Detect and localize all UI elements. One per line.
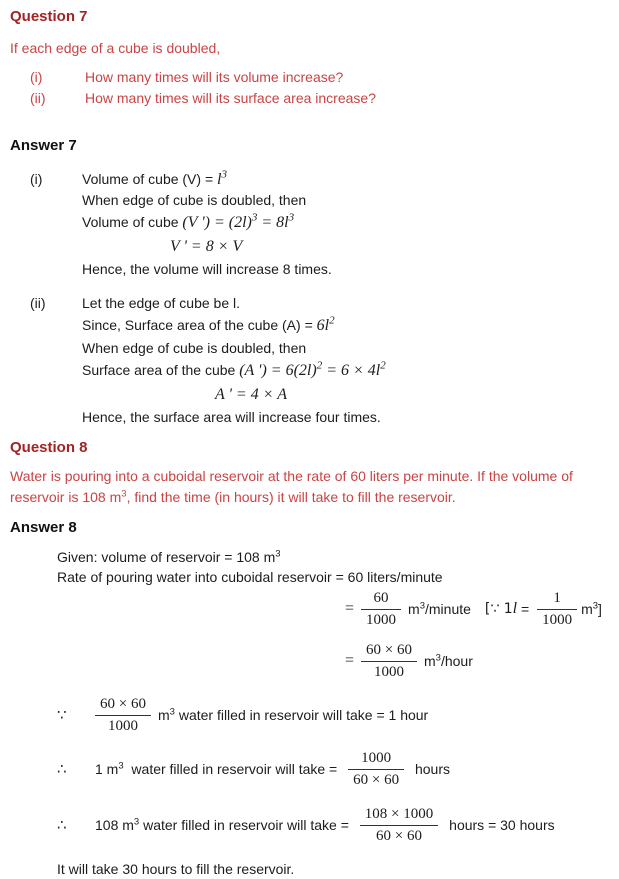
line-text: 108 m [95, 817, 134, 833]
superscript: 3 [592, 600, 599, 612]
unit-base: m [408, 601, 420, 617]
math-exponent: 2 [329, 314, 335, 327]
denominator: 60 × 60 [376, 827, 423, 844]
part-marker: (ii) [30, 295, 46, 311]
math-part: (A ') = 6(2l) [239, 362, 317, 379]
statement-because [0, 693, 619, 737]
line-text: Since, Surface area of the cube (A) = [82, 317, 317, 333]
numerator: 1000 [348, 750, 404, 770]
item-marker: (i) [30, 69, 43, 85]
answer-7-heading: Answer 7 [10, 137, 77, 154]
unit-rest: /hour [440, 653, 473, 669]
question-7-heading: Question 7 [10, 8, 88, 25]
denominator: 1000 [542, 611, 573, 628]
item-text: How many times will its surface area increase? [85, 90, 376, 106]
conclusion-line: Hence, the volume will increase 8 times. [82, 261, 332, 277]
answer-line [82, 313, 619, 338]
math-expression [182, 211, 295, 231]
unit-base: m [157, 707, 170, 723]
line-text: 1 m [95, 761, 119, 777]
denominator: 1000 [374, 663, 405, 680]
math-exponent: 2 [380, 359, 386, 372]
given-line [0, 547, 619, 567]
answer-7-part-ii [0, 293, 619, 427]
superscript: 3 [133, 816, 140, 828]
line-text: Volume of cube (V) = [82, 171, 218, 187]
statement-therefore-2 [0, 803, 619, 847]
denominator: 1000 [366, 611, 397, 628]
statement-therefore-1 [0, 747, 619, 791]
math-part: = 8l [257, 214, 289, 231]
superscript: 3 [118, 760, 124, 772]
bracket-note [485, 590, 602, 629]
math-part: (V ') = (2l) [182, 214, 252, 231]
question-item [30, 88, 619, 109]
closing-bracket: ] [598, 601, 602, 617]
superscript: 3 [275, 548, 281, 560]
math-part: = 6 × 4l [322, 362, 381, 379]
answer-line: When edge of cube is doubled, then [82, 340, 307, 356]
superscript: 3 [121, 488, 127, 500]
math-base: 6l [316, 317, 330, 334]
fraction [361, 590, 401, 629]
question-item [30, 67, 619, 88]
math-base: l [217, 171, 222, 188]
statement-text [95, 761, 341, 777]
question-7-intro: If each edge of a cube is doubled, [10, 40, 221, 56]
answer-line: Let the edge of cube be l. [82, 295, 241, 311]
denominator: 1000 [107, 717, 138, 734]
therefore-symbol: ∴ [57, 760, 67, 778]
question-text-part: Water is pouring into a cuboidal reservoir at the rate of 60 liters per minute. If the volume of reservoir is 108 m [10, 468, 573, 505]
line-text: hours [411, 761, 450, 777]
fraction [95, 696, 151, 735]
equals-text: = [517, 601, 534, 617]
unit-label [581, 601, 602, 617]
math-result-line: V ' = 8 × V [170, 238, 243, 255]
answer-line: When edge of cube is doubled, then [82, 192, 307, 208]
numerator: 60 × 60 [95, 696, 151, 716]
question-text-part: , find the time (in hours) it will take to fill the reservoir. [126, 489, 456, 505]
item-marker: (ii) [30, 90, 46, 106]
unit-base: m [581, 601, 593, 617]
statement-text [95, 817, 353, 833]
unit-rest: /minute [425, 601, 471, 617]
numerator: 108 × 1000 [360, 806, 438, 826]
liter-symbol: l [512, 600, 518, 617]
statement-text [158, 707, 428, 723]
math-expression [217, 168, 227, 188]
math-exponent: 3 [288, 211, 295, 224]
equals-sign: = [345, 652, 355, 669]
question-8-text [10, 466, 607, 508]
unit-base: m [424, 653, 436, 669]
superscript: 3 [419, 600, 425, 612]
fraction [348, 750, 404, 789]
rate-line: Rate of pouring water into cuboidal reservoir = 60 liters/minute [57, 569, 443, 585]
equation-per-minute [0, 587, 619, 631]
question-7-items [0, 67, 619, 109]
fraction [537, 590, 577, 629]
line-text: water filled in reservoir will take = [123, 761, 342, 777]
unit-label [424, 653, 473, 669]
item-text: How many times will its volume increase? [85, 69, 344, 85]
final-conclusion: It will take 30 hours to fill the reservoir. [57, 861, 295, 877]
math-exponent: 3 [221, 168, 227, 181]
line-text: water filled in reservoir will take = [139, 817, 353, 833]
math-result-line: A ' = 4 × A [215, 386, 287, 403]
line-text: Volume of cube [82, 214, 183, 230]
equation-per-hour [0, 639, 619, 683]
numerator: 60 [361, 590, 401, 610]
part-content [82, 293, 619, 427]
part-content [82, 169, 619, 279]
part-marker: (i) [30, 171, 43, 187]
conclusion-line: Hence, the surface area will increase four times. [82, 409, 381, 425]
line-text: hours = 30 hours [445, 817, 555, 833]
math-expression [239, 359, 386, 379]
math-exponent: 3 [251, 211, 258, 224]
equals-sign: = [345, 600, 355, 617]
answer-8-heading: Answer 8 [10, 519, 77, 536]
superscript: 3 [435, 652, 441, 664]
fraction [361, 642, 417, 681]
math-exponent: 2 [316, 359, 323, 372]
line-text: water filled in reservoir will take = 1 hour [174, 707, 429, 723]
line-text: Surface area of the cube [82, 362, 240, 378]
because-symbol: ∵ [57, 706, 67, 724]
question-8-heading: Question 8 [10, 439, 88, 456]
answer-line [82, 210, 619, 235]
fraction [360, 806, 438, 845]
numerator: 60 × 60 [361, 642, 417, 662]
unit-label [408, 601, 471, 617]
because-symbol: [∵ 1 [484, 601, 513, 617]
answer-7-part-i [0, 169, 619, 279]
answer-line [82, 358, 619, 383]
superscript: 3 [169, 706, 175, 718]
answer-line [82, 169, 619, 190]
therefore-symbol: ∴ [57, 816, 67, 834]
denominator: 60 × 60 [353, 771, 400, 788]
math-expression [316, 314, 335, 334]
line-text: Given: volume of reservoir = 108 m [57, 549, 276, 565]
numerator: 1 [537, 590, 577, 610]
